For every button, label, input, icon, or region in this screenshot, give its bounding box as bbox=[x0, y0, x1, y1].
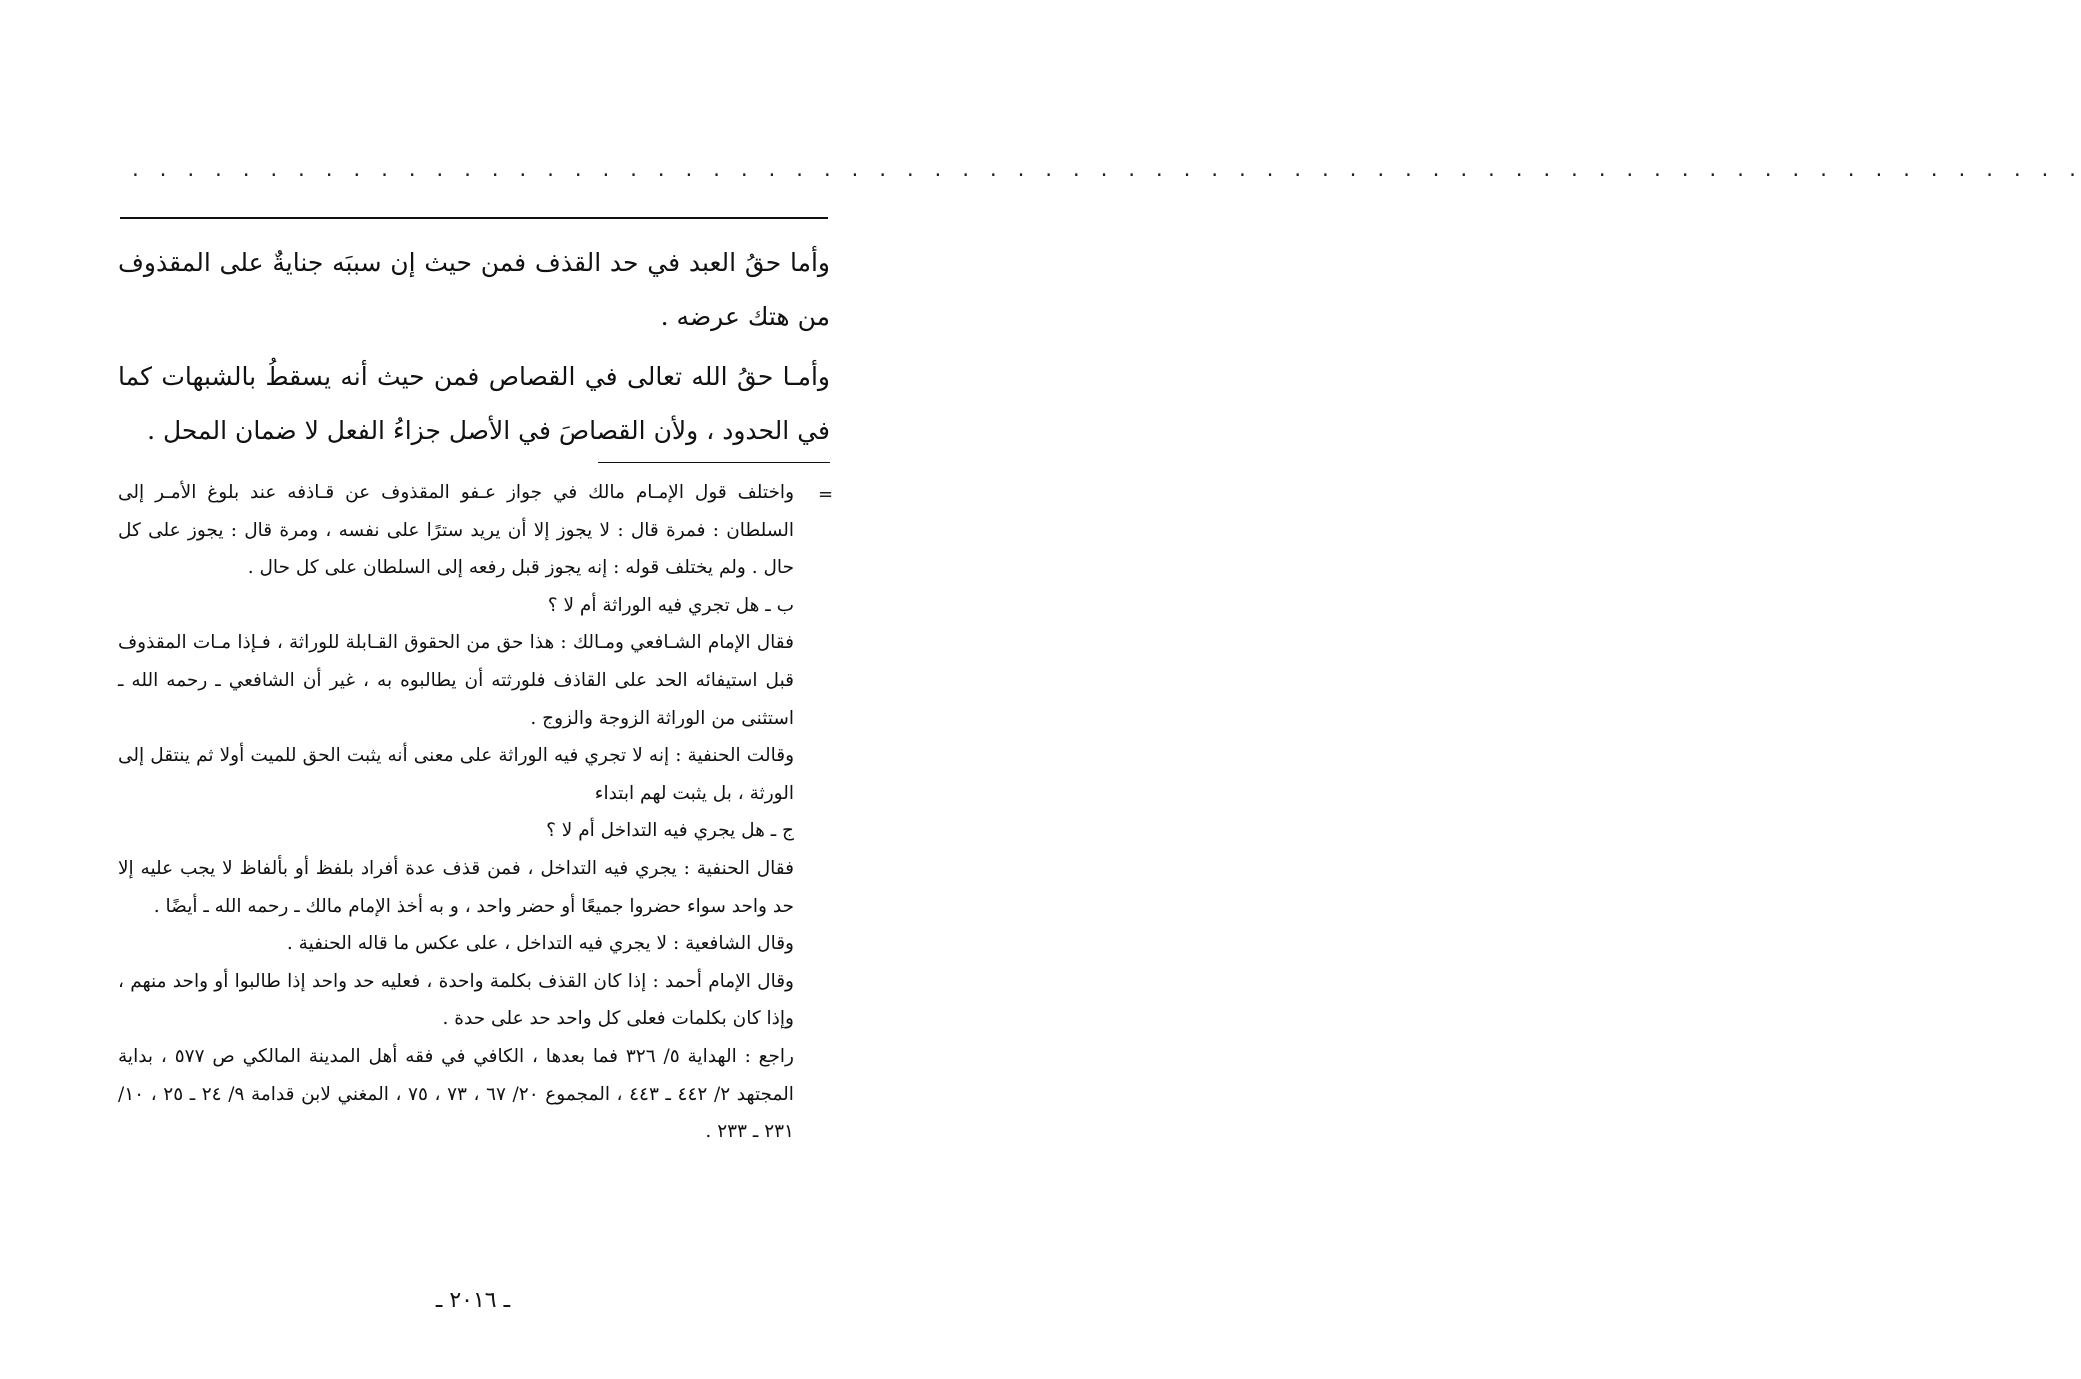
footnote-heading-c: ج ـ هل يجري فيه التداخل أم لا ؟ bbox=[546, 820, 794, 842]
footnote-references: راجع : الهداية ٥/ ٣٢٦ فما بعدها ، الكافي في فقه أهل المدينة المالكي ص ٥٧٧ ، بداية المجتهد ٢/ ٤٤٢ ـ ٤٤٣ ، المجموع ٢٠/ ٦٧ ، ٧٣ ، ٧٥ ، المغني لابن قدامة ٩/ ٢٤ ـ ٢٥ ، ١٠/ ٢٣١ ـ ٢٣٣ . bbox=[118, 1045, 794, 1143]
footnote-divider bbox=[598, 462, 830, 463]
footnote-heading-b: ب ـ هل تجري فيه الوراثة أم لا ؟ bbox=[547, 594, 794, 616]
footnote-paragraph: فقال الحنفية : يجري فيه التداخل ، فمن قذف عدة أفراد بلفظ أو بألفاظ لا يجب عليه إلا حد واحد سواء حضروا جميعًا أو حضر واحد ، و به أخذ الإمام مالك ـ رحمه الله ـ أيضًا . bbox=[118, 857, 794, 917]
footnote-paragraph: وقال الإمام أحمد : إذا كان القذف بكلمة واحدة ، فعليه حد واحد إذا طالبوا أو واحد منهم ، وإذا كان بكلمات فعلى كل واحد حد على حدة . bbox=[118, 970, 794, 1030]
footnote-paragraph: واختلف قول الإمـام مالك في جواز عـفو المقذوف عن قـاذفه عند بلوغ الأمـر إلى السلطان : فمرة قال : لا يجوز إلا أن يريد سترًا على نفسه ، ومرة قال : يجوز على كل حال . ولم يختلف قوله : إنه يجوز قبل رفعه إلى السلطان على كل حال . bbox=[118, 482, 794, 579]
footnotes bbox=[118, 474, 794, 1151]
footnote-continuation-marker: = bbox=[818, 484, 834, 505]
footnote-paragraph: وقال الشافعية : لا يجري فيه التداخل ، على عكس ما قاله الحنفية . bbox=[286, 933, 794, 955]
page-number: ـ ٢٠١٦ ـ bbox=[435, 1288, 511, 1313]
main-paragraph-2: وأمـا حقُ الله تعالى في القصاص فمن حيث أنه يسقطُ بالشبهات كما في الحدود ، ولأن القصاصَ في الأصل جزاءُ الفعل لا ضمان المحل . bbox=[118, 362, 830, 445]
footnote-paragraph: فقال الإمام الشـافعي ومـالك : هذا حق من الحقوق القـابلة للوراثة ، فـإذا مـات المقذوف قبل استيفائه الحد على القاذف فلورثته أن يطالبوه به ، غير أن الشافعي ـ رحمه الله ـ استثنى من الوراثة الزوجة والزوج . bbox=[118, 632, 794, 729]
footnote-paragraph: وقالت الحنفية : إنه لا تجري فيه الوراثة على معنى أنه يثبت الحق للميت أولا ثم ينتقل إلى الورثة ، بل يثبت لهم ابتداء bbox=[118, 745, 794, 804]
top-divider bbox=[120, 217, 828, 219]
main-text bbox=[118, 236, 830, 458]
continuation-dots: . . . . . . . . . . . . . . . . . . . . . . . . . . . . . . . . . . . . . . . . . . . . . . . . . . . . . . . . . . . . . . . . . . . . . . . bbox=[130, 160, 2081, 181]
main-paragraph-1: وأما حقُ العبد في حد القذف فمن حيث إن سببَه جنايةٌ على المقذوف من هتك عرضه . bbox=[118, 248, 830, 331]
